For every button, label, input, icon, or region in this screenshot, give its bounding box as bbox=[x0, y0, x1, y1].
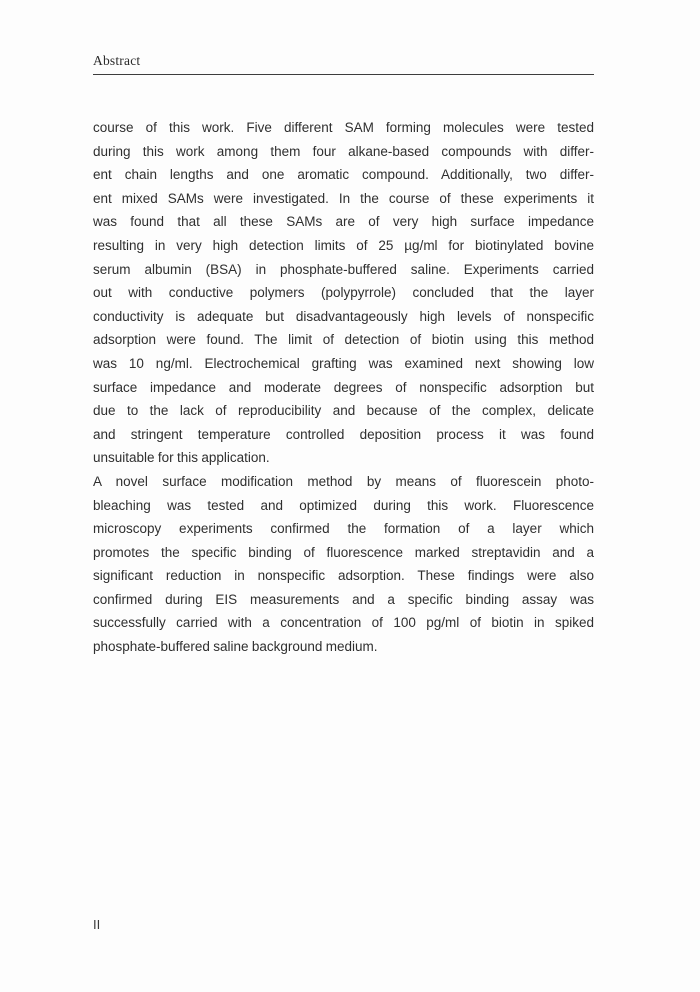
text-line: bleaching was tested and optimized during this work. Fluorescence bbox=[93, 497, 594, 513]
header-title: Abstract bbox=[93, 53, 141, 68]
text-line: and stringent temperature controlled deposition process it was found bbox=[93, 426, 594, 442]
text-line: A novel surface modification method by means of fluorescein photo- bbox=[93, 473, 594, 489]
text-line: microscopy experiments confirmed the formation of a layer which bbox=[93, 521, 594, 537]
text-line: ent mixed SAMs were investigated. In the course of these experiments it bbox=[93, 190, 594, 206]
text-line: promotes the specific binding of fluorescence marked streptavidin and a bbox=[93, 544, 594, 560]
text-line: was found that all these SAMs are of very high surface impedance bbox=[93, 214, 594, 230]
text-line: during this work among them four alkane-based compounds with differ- bbox=[93, 143, 594, 159]
text-line: phosphate-buffered saline background medium. bbox=[93, 639, 378, 655]
text-line: serum albumin (BSA) in phosphate-buffered saline. Experiments carried bbox=[93, 261, 594, 277]
text-line: out with conductive polymers (polypyrrole) concluded that the layer bbox=[93, 285, 594, 301]
page-footer bbox=[93, 916, 100, 934]
text-line: significant reduction in nonspecific adsorption. These findings were also bbox=[93, 568, 594, 584]
abstract-body bbox=[93, 116, 594, 659]
text-line: confirmed during EIS measurements and a specific binding assay was bbox=[93, 591, 594, 607]
text-line: adsorption were found. The limit of detection of biotin using this method bbox=[93, 332, 594, 348]
text-line: successfully carried with a concentration of 100 pg/ml of biotin in spiked bbox=[93, 615, 594, 631]
page-header bbox=[93, 52, 594, 75]
text-line: unsuitable for this application. bbox=[93, 450, 270, 466]
text-line: course of this work. Five different SAM forming molecules were tested bbox=[93, 120, 594, 135]
text-line: resulting in very high detection limits of 25 µg/ml for biotinylated bovine bbox=[93, 237, 594, 253]
text-line: surface impedance and moderate degrees of nonspecific adsorption but bbox=[93, 379, 594, 395]
text-line: was 10 ng/ml. Electrochemical grafting was examined next showing low bbox=[93, 355, 594, 371]
text-line: ent chain lengths and one aromatic compound. Additionally, two differ- bbox=[93, 167, 594, 183]
page-number: II bbox=[93, 917, 101, 932]
text-line: due to the lack of reproducibility and because of the complex, delicate bbox=[93, 403, 594, 419]
text-line: conductivity is adequate but disadvantageously high levels of nonspecific bbox=[93, 308, 594, 324]
